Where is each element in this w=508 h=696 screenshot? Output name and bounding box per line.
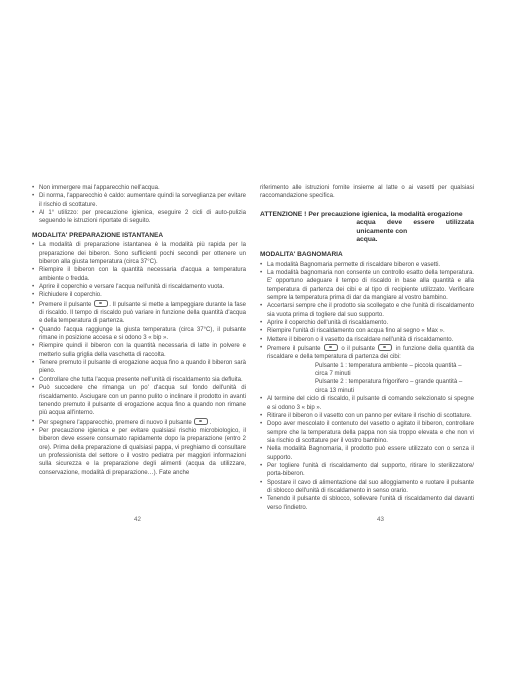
button-2-icon (378, 344, 392, 351)
list-item: • La modalità di preparazione istantanea è la modalità più rapida per la preparazione dei biberon. Sono sufficienti pochi secondi per ottenere un biberon alla giusta temperatura (circa 37°C). (32, 241, 246, 265)
water-button-icon (94, 300, 108, 307)
bain-marie-list (260, 261, 474, 362)
list-item: • Ritirare il biberon o il vasetto con un panno per evitare il rischio di scottature. (260, 411, 472, 419)
button-1-icon (324, 344, 338, 351)
intro-list (32, 184, 246, 226)
list-item: • Riempire il biberon con la quantità necessaria d'acqua a temperatura ambiente o fredda. (32, 266, 246, 282)
list-item: • Richiudere il coperchio. (32, 291, 102, 299)
list-item: • Tenere premuto il pulsante di erogazione acqua fino a quando il biberon sarà pieno. (32, 359, 246, 375)
list-item: • Tenendo il pulsante di sblocco, sollevare l'unità di riscaldamento dal davanti verso l'indietro. (260, 495, 474, 511)
list-item: • Può succedere che rimanga un po' d'acqua sul fondo dell'unità di riscaldamento. Asciugare con un panno pulito o inclinare il prodotto in avanti tenendo premuto il pulsante di erogazione acqua fino a quando non rimane più acqua all'interno. (32, 384, 246, 417)
list-item: • Premere il pulsante . Il pulsante si mette a lampeggiare durante la fase di riscaldo. Il tempo di riscaldo può variare in funzione della quantità d'acqua e della temperatura di partenza. (32, 299, 246, 325)
list-item: • Riempire quindi il biberon con la quantità necessaria di latte in polvere e metterlo sulla griglia della vaschetta di raccolta. (32, 342, 246, 358)
page-number-right: 43 (377, 516, 384, 523)
list-item: • Nella modalità Bagnomaria, il prodotto può essere utilizzato con o senza il supporto. (260, 445, 474, 461)
list-item: • Controllare che tutta l'acqua presente nell'unità di riscaldamento sia defluita. (32, 375, 243, 383)
list-item: • Aprire il coperchio e versare l'acqua nell'unità di riscaldamento vuota. (32, 283, 225, 291)
list-item: • Premere il pulsante o il pulsante in funzione della quantità da riscaldare e della temperatura di partenza dei cibi: (260, 344, 475, 361)
attention-notice: ATTENZIONE ! Per precauzione igienica, la modalità erogazione acqua deve essere utilizzata unicamente con acqua. (260, 210, 474, 244)
list-item: • Per togliere l'unità di riscaldamento dal supporto, ritirare lo sterilizzatore/ porta-biberon. (260, 461, 474, 478)
page-number-left: 42 (134, 516, 141, 523)
water-button-icon (194, 418, 208, 425)
list-item: • Al termine del ciclo di riscaldo, il pulsante di comando selezionato si spegne e si odono 3 « bip ». (260, 395, 474, 411)
instant-mode-list (32, 241, 246, 477)
bain-marie-list-continued (260, 395, 474, 512)
list-item: • Spostare il cavo di alimentazione dal suo alloggiamento e ruotare il pulsante di sblocco dell'unità di riscaldamento in senso orario. (260, 478, 474, 494)
attention-label: ATTENZIONE ! (260, 210, 307, 218)
list-item: • Dopo aver mescolato il contenuto del vasetto o agitato il biberon, controllare sempre che la temperatura della pappa non sia troppo elevata e che non vi sia rischio di scottature per il vostro bambino. (260, 420, 474, 444)
left-page (32, 184, 246, 477)
list-item: • La modalità bagnomaria non consente un controllo esatto della temperatura. E' opportuno adeguare il tempo di riscaldo in base alla quantità e alla temperatura di partenza dei cibi e al tipo di recipiente utilizzato. Verificare sempre la temperatura prima di dar da mangiare al vostro bambino. (260, 269, 474, 302)
list-item: • Di norma, l'apparecchio è caldo: aumentare quindi la sorveglianza per evitare il rischio di scottature. (32, 192, 246, 208)
list-item: • Quando l'acqua raggiunge la giusta temperatura (circa 37°C), il pulsante rimane in posizione accesa e si odono 3 « bip ». (32, 325, 246, 342)
list-item: • Per precauzione igienica e per evitare qualsiasi rischio microbiologico, il biberon deve essere consumato rapidamente dopo la preparazione (entro 2 ore). Prima della preparazione di qualsiasi pappa, vi preghiamo di consultare un professionista del settore o il vostro pediatra per maggiori informazioni sulla sicurezza e la preparazione degli alimenti (acqua da utilizzare, conservazione, modalità di preparazione…). Fate anche (32, 426, 246, 476)
list-item: • Riempire l'unità di riscaldamento con acqua fino al segno « Max ». (260, 327, 445, 335)
continuation-text: riferimento alle istruzioni fornite insieme al latte o ai vasetti per qualsiasi raccomandazione specifica. (260, 185, 474, 200)
right-page (260, 184, 474, 512)
list-item: • Per spegnere l'apparecchio, premere di nuovo il pulsante . (32, 417, 212, 426)
button-1-note: Pulsante 1 : temperatura ambiente – piccola quantità – circa 7 minuti (315, 362, 462, 378)
section-heading-instant: MODALITA' PREPARAZIONE ISTANTANEA (32, 231, 164, 239)
section-heading-bain-marie: MODALITA' BAGNOMARIA (260, 251, 343, 259)
list-item: • Mettere il biberon o il vasetto da riscaldare nell'unità di riscaldamento. (260, 335, 454, 343)
list-item: • La modalità Bagnomaria permette di riscaldare biberon e vasetti. (260, 260, 441, 268)
list-item: • Accertarsi sempre che il prodotto sia scollegato e che l'unità di riscaldamento sia vuota prima di togliere dal suo supporto. (260, 302, 474, 318)
list-item: • Non immergere mai l'apparecchio nell'acqua. (32, 184, 160, 191)
list-item: • Aprire il coperchio dell'unità di riscaldamento. (260, 319, 389, 327)
list-item: • Al 1° utilizzo: per precauzione igienica, eseguire 2 cicli di auto-pulizia seguendo le istruzioni riportate di seguito. (32, 209, 246, 225)
button-2-note: Pulsante 2 : temperatura frigorifero – grande quantità – circa 13 minuti (315, 379, 463, 394)
